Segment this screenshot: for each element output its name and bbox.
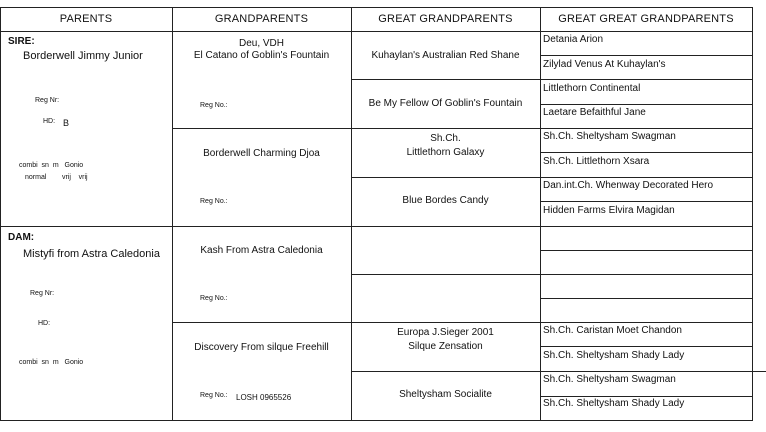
great-great-grandparent-13: Sh.Ch. Caristan Moet Chandon — [543, 325, 682, 336]
sire-label: SIRE: — [8, 36, 35, 47]
great-great-grandparent-1: Detania Arion — [543, 34, 604, 45]
grid-line — [0, 420, 752, 421]
grid-line — [752, 371, 766, 372]
grandparent-3-reg-label: Reg No.: — [200, 295, 228, 302]
grandparent-2-line1: Borderwell Charming Djoa — [203, 148, 320, 159]
grid-line — [0, 226, 752, 227]
grid-line — [172, 128, 752, 129]
dam-reg-label: Reg Nr: — [30, 290, 55, 297]
great-great-grandparent-4: Laetare Befaithful Jane — [543, 107, 646, 118]
great-great-grandparent-6: Sh.Ch. Littlethorn Xsara — [543, 156, 650, 167]
grandparent-2-reg-label: Reg No.: — [200, 198, 228, 205]
sire-hd-value: B — [63, 118, 70, 128]
great-great-grandparent-8: Hidden Farms Elvira Magidan — [543, 205, 675, 216]
great-great-grandparent-3: Littlethorn Continental — [543, 83, 641, 94]
grid-line — [540, 55, 752, 56]
grid-line — [540, 7, 541, 421]
sire-values-line: normal vrij vrij — [25, 174, 88, 181]
grandparent-4-reg-label: Reg No.: — [200, 392, 228, 399]
header-great-great-grandparents: GREAT GREAT GRANDPARENTS — [558, 13, 734, 25]
grid-line — [540, 298, 752, 299]
dam-name: Mistyfi from Astra Caledonia — [23, 248, 160, 260]
grid-line — [0, 7, 1, 421]
great-great-grandparent-14: Sh.Ch. Sheltysham Shady Lady — [543, 350, 685, 361]
dam-label: DAM: — [8, 232, 35, 243]
sire-reg-label: Reg Nr: — [35, 97, 60, 104]
great-great-grandparent-5: Sh.Ch. Sheltysham Swagman — [543, 131, 676, 142]
dam-hd-label: HD: — [38, 320, 51, 327]
grandparent-1-reg-label: Reg No.: — [200, 102, 228, 109]
grid-line — [540, 396, 752, 397]
sire-name: Borderwell Jimmy Junior — [23, 50, 143, 62]
header-grandparents: GRANDPARENTS — [214, 13, 309, 25]
grid-line — [172, 322, 752, 323]
great-great-grandparent-16: Sh.Ch. Sheltysham Shady Lady — [543, 398, 685, 409]
grandparent-4-reg-value: LOSH 0965526 — [236, 393, 292, 402]
header-great-grandparents: GREAT GRANDPARENTS — [378, 13, 513, 25]
grandparent-1-line1: Deu, VDH — [238, 38, 284, 49]
grandparent-4-line1: Discovery From silque Freehill — [194, 342, 329, 353]
great-great-grandparent-7: Dan.int.Ch. Whenway Decorated Hero — [543, 180, 714, 191]
great-grandparent-3-line1: Sh.Ch. — [430, 133, 461, 144]
great-grandparent-4: Blue Bordes Candy — [402, 195, 489, 206]
great-grandparent-2: Be My Fellow Of Goblin's Fountain — [368, 98, 523, 109]
grid-line — [0, 31, 752, 32]
grid-line — [351, 177, 752, 178]
grid-line — [351, 79, 752, 80]
grid-line — [752, 7, 753, 421]
grid-line — [540, 250, 752, 251]
dam-combi-line: combi sn m Gonio — [19, 359, 84, 366]
great-grandparent-7-line1: Europa J.Sieger 2001 — [397, 327, 494, 338]
great-grandparent-8: Sheltysham Socialite — [399, 389, 492, 400]
header-parents: PARENTS — [59, 13, 113, 25]
grid-line — [540, 346, 752, 347]
sire-hd-label: HD: — [43, 118, 56, 125]
great-grandparent-3-line2: Littlethorn Galaxy — [406, 147, 485, 158]
grid-line — [0, 7, 752, 8]
grid-line — [172, 7, 173, 421]
great-grandparent-1: Kuhaylan's Australian Red Shane — [371, 50, 520, 61]
grid-line — [540, 152, 752, 153]
grid-line — [540, 104, 752, 105]
grid-line — [351, 371, 752, 372]
grid-line — [351, 274, 752, 275]
sire-combi-line: combi sn m Gonio — [19, 162, 84, 169]
grid-line — [540, 201, 752, 202]
great-great-grandparent-15: Sh.Ch. Sheltysham Swagman — [543, 374, 676, 385]
grandparent-1-line2: El Catano of Goblin's Fountain — [193, 50, 330, 61]
grandparent-3-line1: Kash From Astra Caledonia — [200, 245, 323, 256]
grid-line — [351, 7, 352, 421]
great-great-grandparent-2: Zilylad Venus At Kuhaylan's — [543, 59, 666, 70]
great-grandparent-7-line2: Silque Zensation — [408, 341, 483, 352]
